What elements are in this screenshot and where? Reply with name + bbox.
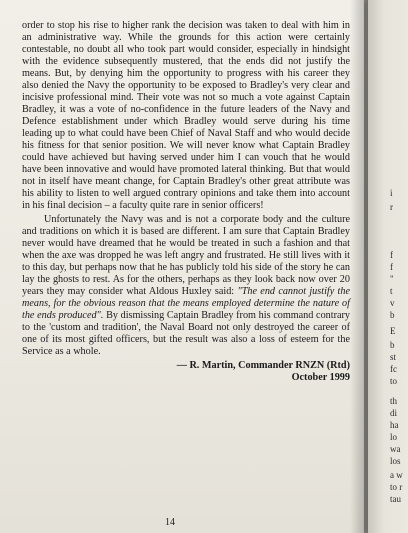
facing-fragment: " [390,274,394,284]
facing-fragment: fc [390,364,397,374]
facing-fragment: a w [390,470,403,480]
facing-fragment: f [390,262,393,272]
signature-name: — R. Martin, Commander RNZN (Rtd) [176,360,350,371]
right-page-edge [368,0,408,533]
paragraph-2 [22,214,350,358]
facing-fragment: i [390,188,393,198]
facing-fragment: wa [390,444,401,454]
facing-fragment: r [390,202,393,212]
facing-fragment: t [390,286,393,296]
facing-fragment: f [390,250,393,260]
facing-fragment: to r [390,482,403,492]
facing-fragment: ha [390,420,399,430]
paragraph-2-start: Unfortunately the Navy was and is not a corporate body and the culture and traditions on which it is based are different. I am sure that Captain Bradley never would have dreamed that he would be treated in such a fashion and that when the axe was dropped he was left angry and frustrated. He still lives with it to this day, but perhaps now that he has publicly told his side of the story he can lay the ghosts to rest. As for the others, perhaps as they look back now over 20 years they may consider what Aldous Huxley said: [22,214,350,297]
body-text [22,20,350,358]
facing-fragment: di [390,408,398,418]
huxley-quote: "The end cannot justify the means, for the obvious reason that the means employed determine the nature of the ends produced". [22,286,350,321]
facing-fragment: b [390,340,395,350]
signature-date: October 1999 [291,372,350,383]
facing-fragment: tau [390,494,401,504]
paragraph-1: order to stop his rise to higher rank the decision was taken to deal with him in an administrative way. While the grounds for this action were certainly contestable, no doubt all who took part would consider, especially in hindsight with the evidence subsequently mustered, that the ends did not justify the means. But, by denying him the opportunity to progress with his career they also denied the Navy the opportunity to be exposed to Bradley's very clear and incisive professional mind. Their vote was not so much a vote against Captain Bradley, it was a vote of no-confidence in the future leaders of the Navy and Defence establishment under which Bradley would serve during his time leading up to what could have been Chief of Naval Staff and who would decide his fitness for that senior position. We will never know what Captain Bradley could have achieved but having served under him I can vouch that he would have been innovative and would have promoted lateral thinking. But that would not in itself have meant change, for Captain Bradley's other great attribute was his ability to listen to well argued contrary opinions and take them into account in his final decision – a faculty quite rare in senior officers! [22,20,350,211]
page-number: 14 [165,517,175,528]
facing-fragment: E [390,326,396,336]
facing-fragment: to [390,376,398,386]
facing-fragment: b [390,310,395,320]
facing-fragment: los [390,456,401,466]
facing-fragment: th [390,396,398,406]
facing-fragment: v [390,298,395,308]
facing-fragment: lo [390,432,398,442]
signature-block [140,360,350,384]
facing-fragment: st [390,352,397,362]
paragraph-2-end: By dismissing Captain Bradley from his command contrary to the 'custom and tradition', the Naval Board not only destroyed the career of one of its most gifted officers, but the result was also a loss of esteem for the Service as a whole. [22,310,350,357]
